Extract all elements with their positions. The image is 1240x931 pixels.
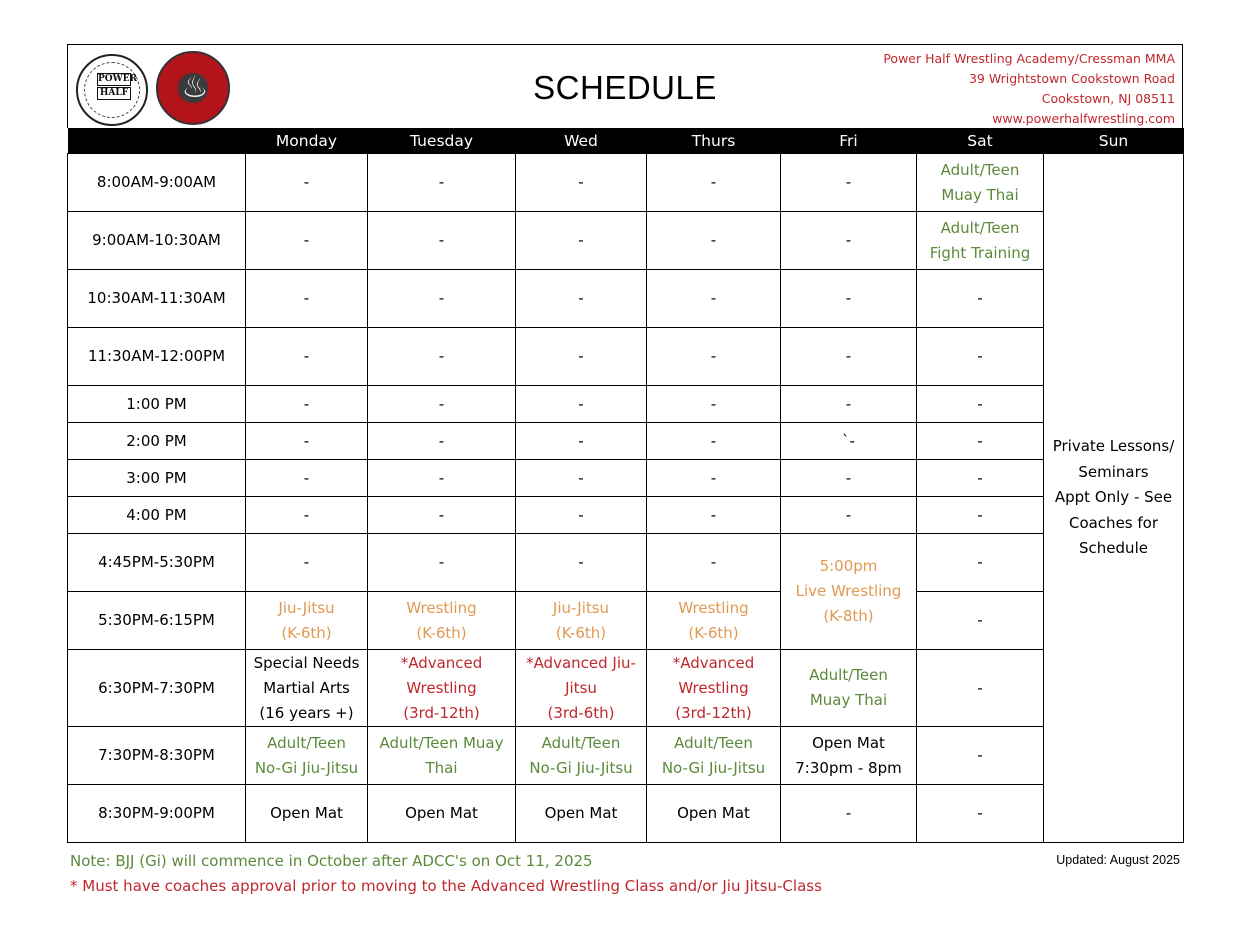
class-cell: -: [917, 497, 1044, 534]
class-line: (3rd-12th): [403, 703, 480, 722]
class-line: Fight Training: [929, 243, 1031, 262]
time-cell: 1:00 PM: [68, 386, 246, 423]
time-cell: 6:30PM-7:30PM: [68, 650, 246, 727]
class-cell: -: [781, 154, 917, 212]
class-cell: -: [917, 534, 1044, 592]
time-cell: 11:30AM-12:00PM: [68, 328, 246, 386]
class-cell: -: [368, 534, 516, 592]
class-cell: -: [781, 460, 917, 497]
class-line: Muay Thai: [809, 691, 888, 709]
table-row: [68, 497, 1184, 534]
class-line: 7:30pm - 8pm: [795, 758, 902, 777]
flame-icon: ♨: [181, 70, 209, 105]
time-cell: 2:00 PM: [68, 423, 246, 460]
header-saturday: Sat: [917, 128, 1044, 154]
header-tuesday: Tuesday: [368, 128, 516, 154]
class-line: (K-6th): [281, 623, 332, 642]
bjj-note: Note: BJJ (Gi) will commence in October after ADCC's on Oct 11, 2025: [70, 852, 593, 870]
class-line: Jiu-Jitsu: [552, 598, 610, 617]
header-time: [68, 128, 246, 154]
class-cell: -: [781, 328, 917, 386]
class-cell: -: [246, 212, 368, 270]
class-cell: -: [516, 386, 647, 423]
class-cell: -: [781, 386, 917, 423]
class-cell: -: [246, 423, 368, 460]
class-line: Jitsu: [565, 678, 597, 697]
table-row: [68, 727, 1184, 785]
academy-name: Power Half Wrestling Academy/Cressman MMA: [883, 51, 1175, 66]
class-line: Special Needs: [253, 653, 360, 672]
class-cell: -: [917, 650, 1044, 727]
table-row: [68, 154, 1184, 212]
class-cell: -: [516, 154, 647, 212]
logo-text-power: POWER: [98, 74, 138, 84]
page-title: SCHEDULE: [533, 69, 717, 106]
sunday-line: Coaches for: [1068, 513, 1159, 532]
class-line: Adult/Teen Muay: [379, 733, 504, 752]
class-cell: -: [917, 270, 1044, 328]
day-header-row: [68, 128, 1184, 154]
time-cell: 9:00AM-10:30AM: [68, 212, 246, 270]
class-line: (3rd-12th): [675, 703, 752, 722]
class-line: Adult/Teen: [541, 733, 621, 752]
logo-text-half: HALF: [97, 87, 131, 100]
schedule-header: [67, 44, 1183, 128]
class-cell: [246, 727, 368, 785]
table-row: [68, 592, 1184, 650]
class-cell: [516, 592, 647, 650]
class-cell: -: [516, 460, 647, 497]
class-line: Adult/Teen: [267, 733, 346, 752]
class-cell: -: [516, 423, 647, 460]
class-cell: -: [917, 727, 1044, 785]
class-cell: [781, 534, 917, 650]
header-friday: Fri: [781, 128, 917, 154]
class-cell: [246, 592, 368, 650]
class-line: (16 years +): [259, 703, 354, 722]
table-row: [68, 423, 1184, 460]
sunday-cell: [1044, 154, 1184, 843]
class-cell: -: [246, 328, 368, 386]
class-cell: [647, 727, 781, 785]
class-line: No-Gi Jiu-Jitsu: [661, 758, 766, 777]
class-cell: -: [647, 154, 781, 212]
schedule-table: [67, 128, 1184, 843]
time-cell: 10:30AM-11:30AM: [68, 270, 246, 328]
class-cell: [368, 650, 516, 727]
class-line: Wrestling: [678, 598, 749, 617]
class-cell: [647, 650, 781, 727]
class-cell: [368, 727, 516, 785]
class-line: *Advanced: [400, 653, 483, 672]
class-cell: -: [917, 386, 1044, 423]
class-cell: -: [368, 423, 516, 460]
class-line: Adult/Teen: [674, 733, 753, 752]
header-sunday: Sun: [1044, 128, 1184, 154]
table-row: [68, 534, 1184, 592]
table-row: [68, 386, 1184, 423]
class-line: Live Wrestling: [795, 582, 902, 600]
class-cell: -: [917, 592, 1044, 650]
class-cell: [516, 650, 647, 727]
sunday-line: Seminars: [1078, 462, 1149, 481]
class-cell: [781, 650, 917, 727]
class-cell: -: [781, 497, 917, 534]
class-line: No-Gi Jiu-Jitsu: [529, 758, 633, 777]
class-line: *Advanced: [672, 653, 755, 672]
class-cell: [368, 592, 516, 650]
class-line: Martial Arts: [263, 678, 350, 697]
time-cell: 4:00 PM: [68, 497, 246, 534]
class-line: (K-6th): [688, 623, 739, 642]
class-cell: -: [246, 270, 368, 328]
class-cell: -: [516, 270, 647, 328]
class-cell: [781, 727, 917, 785]
class-line: Wrestling: [406, 678, 477, 697]
class-cell: -: [368, 270, 516, 328]
class-cell: [246, 650, 368, 727]
class-line: (K-6th): [555, 623, 607, 642]
class-cell: [917, 154, 1044, 212]
class-cell: -: [647, 270, 781, 328]
website-link[interactable]: www.powerhalfwrestling.com: [992, 111, 1175, 126]
class-line: 5:00pm: [819, 557, 878, 575]
class-cell: -: [781, 212, 917, 270]
class-cell: -: [917, 785, 1044, 843]
class-cell: [516, 727, 647, 785]
class-cell: -: [781, 270, 917, 328]
time-cell: 8:00AM-9:00AM: [68, 154, 246, 212]
class-line: Wrestling: [678, 678, 749, 697]
class-cell: -: [647, 328, 781, 386]
class-cell: Open Mat: [647, 785, 781, 843]
table-row: [68, 328, 1184, 386]
class-line: (3rd-6th): [547, 703, 615, 722]
class-line: Wrestling: [406, 598, 477, 617]
class-line: Adult/Teen: [940, 218, 1020, 237]
class-cell: -: [917, 328, 1044, 386]
class-cell: -: [516, 212, 647, 270]
class-cell: -: [516, 534, 647, 592]
class-line: Jiu-Jitsu: [278, 598, 335, 617]
table-row: [68, 650, 1184, 727]
class-cell: -: [368, 460, 516, 497]
schedule-sheet: [67, 44, 1183, 843]
class-cell: -: [647, 212, 781, 270]
class-cell: Open Mat: [246, 785, 368, 843]
class-line: Open Mat: [812, 733, 885, 752]
class-cell: Open Mat: [368, 785, 516, 843]
class-cell: -: [647, 423, 781, 460]
class-cell: -: [647, 534, 781, 592]
city-state: Cookstown, NJ 08511: [1041, 91, 1175, 106]
class-cell: -: [246, 460, 368, 497]
class-cell: -: [368, 386, 516, 423]
class-cell: -: [246, 497, 368, 534]
class-cell: -: [917, 423, 1044, 460]
class-line: Adult/Teen: [809, 666, 888, 684]
time-cell: 5:30PM-6:15PM: [68, 592, 246, 650]
class-cell: -: [368, 154, 516, 212]
sunday-line: Private Lessons/: [1052, 437, 1175, 456]
table-row: [68, 270, 1184, 328]
time-cell: 8:30PM-9:00PM: [68, 785, 246, 843]
address-block: [883, 49, 1175, 129]
class-cell: [917, 212, 1044, 270]
table-row: [68, 460, 1184, 497]
class-cell: -: [516, 328, 647, 386]
sunday-line: Schedule: [1079, 539, 1148, 558]
class-line: Muay Thai: [941, 185, 1019, 204]
class-cell: -: [647, 386, 781, 423]
class-cell: -: [246, 534, 368, 592]
class-cell: `-: [781, 423, 917, 460]
table-row: [68, 785, 1184, 843]
class-cell: -: [368, 328, 516, 386]
updated-date: Updated: August 2025: [1056, 853, 1180, 867]
class-cell: -: [516, 497, 647, 534]
class-line: (K-6th): [416, 623, 467, 642]
sunday-line: Appt Only - See: [1054, 488, 1173, 507]
class-line: Thai: [425, 758, 458, 777]
time-cell: 4:45PM-5:30PM: [68, 534, 246, 592]
time-cell: 3:00 PM: [68, 460, 246, 497]
class-cell: -: [647, 497, 781, 534]
class-line: Adult/Teen: [940, 160, 1020, 179]
table-row: [68, 212, 1184, 270]
class-cell: -: [917, 460, 1044, 497]
class-cell: -: [368, 497, 516, 534]
class-cell: [647, 592, 781, 650]
header-thursday: Thurs: [647, 128, 781, 154]
class-line: *Advanced Jiu-: [526, 653, 636, 672]
class-line: (K-8th): [823, 607, 874, 625]
header-monday: Monday: [246, 128, 368, 154]
class-cell: -: [647, 460, 781, 497]
class-cell: Open Mat: [516, 785, 647, 843]
time-cell: 7:30PM-8:30PM: [68, 727, 246, 785]
class-cell: -: [781, 785, 917, 843]
class-line: No-Gi Jiu-Jitsu: [254, 758, 359, 777]
header-wednesday: Wed: [516, 128, 647, 154]
class-cell: -: [246, 386, 368, 423]
class-cell: -: [368, 212, 516, 270]
street-address: 39 Wrightstown Cookstown Road: [968, 71, 1175, 86]
approval-note: * Must have coaches approval prior to moving to the Advanced Wrestling Class and/or Jiu Jitsu-Class: [70, 877, 822, 895]
class-cell: -: [246, 154, 368, 212]
